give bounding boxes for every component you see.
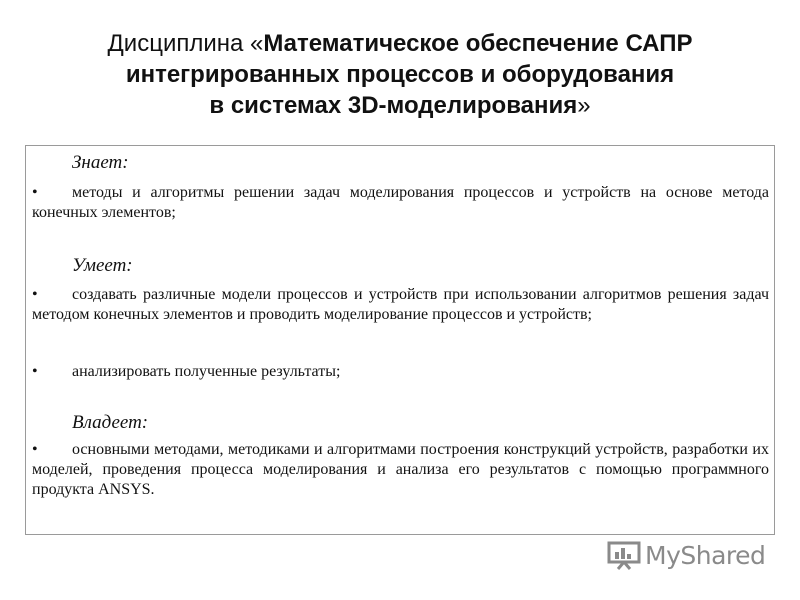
title-bold-line-1: Математическое обеспечение САПР (263, 30, 693, 57)
presentation-board-icon (607, 540, 641, 570)
can-item-1-text: создавать различные модели процессов и устройств при использовании алгоритмов решения задач методом конечных элементов и проводить моделирование процессов и устройств; (32, 286, 769, 323)
competencies-box (25, 145, 775, 535)
myshared-logo (607, 537, 777, 573)
bullet: • (32, 184, 38, 201)
title-line-2 (0, 59, 800, 90)
owns-heading: Владеет: (72, 412, 149, 433)
bullet: • (32, 286, 38, 303)
bullet: • (32, 363, 38, 380)
title-suffix: » (577, 92, 591, 119)
title-line-1 (0, 28, 800, 59)
owns-item-1 (32, 440, 769, 500)
knows-heading: Знает: (72, 152, 129, 173)
bullet: • (32, 441, 38, 458)
logo-text: MyShared (645, 540, 766, 570)
can-item-2-text: анализировать полученные результаты; (72, 363, 341, 380)
title-bold-line-2: интегрированных процессов и оборудования (125, 61, 675, 88)
title-line-3 (0, 90, 800, 121)
can-heading: Умеет: (72, 255, 133, 276)
can-item-2 (32, 362, 769, 382)
title-prefix: Дисциплина « (107, 30, 264, 57)
knows-item-1-text: методы и алгоритмы решении задач моделирования процессов и устройств на основе метода конечных элементов; (32, 184, 769, 221)
title-bold-line-3: в системах 3D-моделирования (209, 92, 578, 119)
knows-item-1 (32, 183, 769, 223)
can-item-1 (32, 285, 769, 325)
slide-title (0, 28, 800, 121)
owns-item-1-text: основными методами, методиками и алгоритмами построения конструкций устройств, разработки их моделей, проведения процесса моделирования и анализа его результатов с помощью программного продукта ANSYS. (32, 441, 769, 498)
